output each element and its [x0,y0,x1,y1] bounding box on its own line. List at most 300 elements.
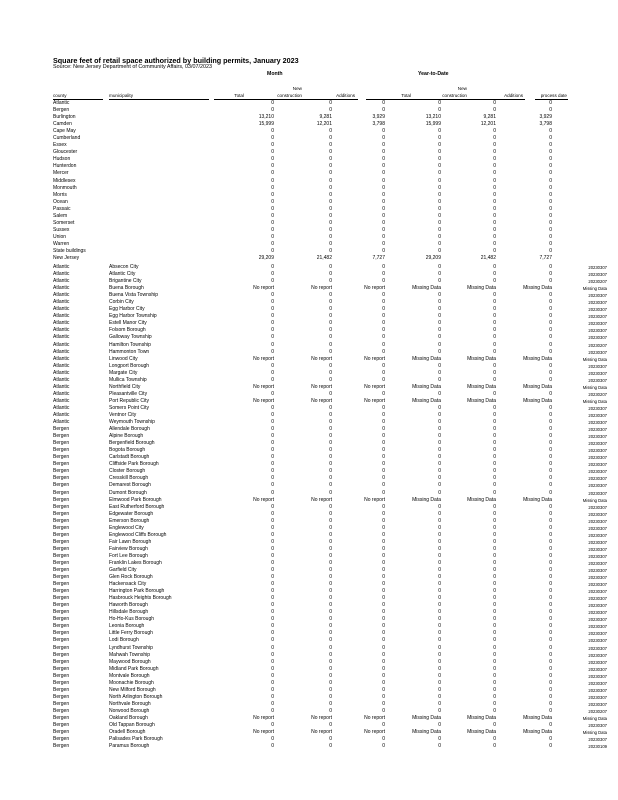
municipality-row [53,285,607,292]
county-cell: Atlantic [53,313,70,320]
ytd-total-cell: 0 [438,482,441,489]
month-new-construction-cell: 0 [329,644,332,651]
municipality-cell: Hammonton Town [109,348,150,355]
month-additions-cell: 0 [382,722,385,729]
municipality-cell: Hamilton Township [109,341,151,348]
ytd-total-cell: 0 [438,559,441,566]
ytd-new-construction-cell: 0 [493,128,496,135]
county-row [53,248,552,255]
process-date-cell: 20230307 [588,300,607,306]
municipality-row [53,482,607,489]
ytd-new-construction-cell: 0 [493,700,496,707]
county-cell: Bergen [53,440,70,447]
month-new-construction-cell: 0 [329,212,332,219]
ytd-new-construction-cell: 0 [493,170,496,177]
month-total-cell: 0 [271,205,274,212]
month-new-construction-cell: 0 [329,700,332,707]
ytd-additions-cell: 0 [549,665,552,672]
municipality-row [53,687,607,694]
month-total-cell: 0 [271,722,274,729]
month-additions-cell: 0 [382,595,385,602]
ytd-additions-cell: 0 [549,264,552,270]
ytd-additions-cell: 0 [549,334,552,341]
month-total-cell: 0 [271,264,274,270]
process-date-cell: 20230207 [588,314,607,320]
ytd-new-construction-cell: 0 [493,524,496,531]
ytd-new-construction-cell: 0 [493,531,496,538]
process-date-cell: 20230307 [588,511,607,517]
ytd-new-construction-cell: 0 [493,510,496,517]
ytd-new-construction-cell: 0 [493,545,496,552]
municipality-row [53,729,607,736]
month-total-cell: 0 [271,475,274,482]
month-new-construction-cell: 0 [329,334,332,341]
ytd-total-cell: 0 [438,616,441,623]
month-total-cell: 0 [271,531,274,538]
month-new-construction-cell: 0 [329,447,332,454]
col-header-month-total: Total [234,93,244,98]
month-new-construction-cell: 0 [329,722,332,729]
county-row [53,220,552,227]
ytd-additions-cell: 0 [549,658,552,665]
ytd-total-cell: 0 [438,686,441,693]
municipality-cell: Buena Vista Township [109,292,159,299]
month-total-cell: 0 [271,595,274,602]
ytd-additions-cell: 0 [549,559,552,566]
month-additions-cell: 0 [382,292,385,299]
col-header-ytd-new-bottom: construction [442,93,467,98]
municipality-cell: Garfield City [109,567,137,574]
ytd-total-cell: 0 [438,693,441,700]
month-new-construction-cell: 0 [329,672,332,679]
month-new-construction-cell: 0 [329,177,332,184]
month-additions-cell: 0 [382,461,385,468]
process-date-cell: Missing Data [582,356,607,362]
municipality-row [53,370,607,377]
month-additions-cell: No report [364,496,385,503]
ytd-additions-cell: 0 [549,306,552,313]
month-total-cell: 0 [271,278,274,285]
ytd-new-construction-cell: 0 [493,240,496,247]
month-additions-cell: 0 [382,205,385,212]
ytd-total-cell: 0 [438,510,441,517]
month-additions-cell: No report [364,285,385,292]
month-total-cell: 0 [271,177,274,184]
municipality-cell: Longport Borough [109,362,150,369]
county-row [53,255,552,262]
municipality-row [53,363,607,370]
month-additions-cell: 0 [382,736,385,743]
month-total-cell: 0 [271,637,274,644]
ytd-additions-cell: 0 [549,107,552,114]
municipality-cell: Dumont Borough [109,489,147,496]
month-new-construction-cell: 0 [329,320,332,327]
month-additions-cell: 0 [382,191,385,198]
county-cell: Salem [53,212,68,219]
municipality-row [53,560,607,567]
county-cell: Mercer [53,170,69,177]
month-new-construction-cell: 0 [329,693,332,700]
report-title: Square feet of retail space authorized by building permits, January 2023 [53,56,299,65]
municipality-row [53,588,607,595]
ytd-new-construction-cell: 0 [493,271,496,278]
ytd-new-construction-cell: Missing Data [467,729,496,736]
municipality-row [53,264,607,271]
month-additions-cell: 0 [382,320,385,327]
ytd-new-construction-cell: 0 [493,369,496,376]
month-additions-cell: 0 [382,581,385,588]
ytd-total-cell: 0 [438,313,441,320]
month-total-cell: 0 [271,679,274,686]
county-cell: Bergen [53,496,70,503]
month-total-cell: 0 [271,390,274,397]
month-total-cell: 0 [271,271,274,278]
county-cell: Bergen [53,715,70,721]
ytd-total-cell: 0 [438,524,441,531]
county-cell: Morris [53,191,67,198]
county-cell: Bergen [53,707,70,714]
month-new-construction-cell: 0 [329,219,332,226]
ytd-new-construction-cell: 0 [493,736,496,743]
process-date-cell: Missing Data [582,730,607,736]
month-additions-cell: 0 [382,177,385,184]
month-total-cell: No report [253,496,274,503]
county-cell: Monmouth [53,184,77,191]
ytd-additions-cell: 0 [549,552,552,559]
month-additions-cell: 0 [382,142,385,149]
month-new-construction-cell: 0 [329,482,332,489]
county-cell: Bergen [53,567,70,574]
process-date-cell: 20230307 [588,631,607,637]
month-additions-cell: 0 [382,630,385,637]
county-cell: Atlantic [53,271,70,278]
municipality-cell: Elmwood Park Borough [109,496,162,503]
month-total-cell: 0 [271,100,274,106]
ytd-new-construction-cell: Missing Data [467,285,496,292]
municipality-row [53,652,607,659]
county-cell: Atlantic [53,355,70,362]
month-new-construction-cell: 0 [329,247,332,254]
municipality-row [53,602,607,609]
ytd-total-cell: 0 [438,299,441,306]
ytd-total-cell: 0 [438,658,441,665]
ytd-total-cell: 0 [438,271,441,278]
county-cell: Sussex [53,226,70,233]
ytd-new-construction-cell: 0 [493,247,496,254]
process-date-cell: 20230307 [588,307,607,313]
county-cell: Bergen [53,743,70,750]
county-cell: Bergen [53,574,70,581]
ytd-additions-cell: 0 [549,482,552,489]
ytd-additions-cell: 0 [549,700,552,707]
municipality-row [53,539,607,546]
municipality-row [53,461,607,468]
month-total-cell: 0 [271,135,274,142]
month-total-cell: 15,999 [258,121,274,128]
month-total-cell: 0 [271,468,274,475]
month-total-cell: 0 [271,327,274,334]
ytd-new-construction-cell: 0 [493,581,496,588]
ytd-new-construction-cell: 0 [493,707,496,714]
ytd-additions-cell: 0 [549,233,552,240]
ytd-additions-cell: 0 [549,672,552,679]
ytd-additions-cell: 0 [549,440,552,447]
municipality-row [53,680,607,687]
ytd-additions-cell: 0 [549,177,552,184]
month-additions-cell: 0 [382,531,385,538]
process-date-cell: 20230307 [588,532,607,538]
ytd-additions-cell: 0 [549,327,552,334]
month-total-cell: 0 [271,616,274,623]
month-total-cell: 0 [271,440,274,447]
month-new-construction-cell: 0 [329,588,332,595]
month-new-construction-cell: 0 [329,658,332,665]
process-date-cell: 20230307 [588,666,607,672]
ytd-new-construction-cell: 0 [493,482,496,489]
process-date-cell: 20230307 [588,434,607,440]
municipality-cell: Brigantine City [109,278,142,285]
municipality-row [53,645,607,652]
municipality-cell: Egg Harbor City [109,306,145,313]
municipality-row [53,595,607,602]
process-date-cell: 20230307 [588,568,607,574]
county-cell: Bergen [53,538,70,545]
municipality-row [53,637,607,644]
source-line: Source: New Jersey Department of Community Affairs, 03/07/2023 [53,64,212,70]
municipality-cell: Midland Park Borough [109,665,159,672]
county-cell: Atlantic [53,376,70,383]
municipality-cell: Corbin City [109,299,134,306]
ytd-additions-cell: 0 [549,278,552,285]
ytd-additions-cell: 0 [549,212,552,219]
ytd-total-cell: 0 [438,567,441,574]
municipality-row [53,623,607,630]
ytd-additions-cell: 0 [549,404,552,411]
ytd-total-cell: 0 [438,177,441,184]
municipality-cell: East Rutherford Borough [109,503,165,510]
month-new-construction-cell: No report [311,729,332,736]
month-additions-cell: 0 [382,686,385,693]
month-total-cell: 0 [271,313,274,320]
ytd-new-construction-cell: 0 [493,722,496,729]
ytd-new-construction-cell: 0 [493,489,496,496]
process-date-cell: 20230307 [588,582,607,588]
month-total-cell: 0 [271,574,274,581]
month-total-cell: 0 [271,482,274,489]
ytd-new-construction-cell: 0 [493,212,496,219]
county-cell: Bergen [53,672,70,679]
month-additions-cell: 0 [382,163,385,170]
process-date-cell: 20230207 [588,279,607,285]
ytd-additions-cell: 0 [549,142,552,149]
month-new-construction-cell: 0 [329,163,332,170]
month-additions-cell: 0 [382,665,385,672]
ytd-new-construction-cell: 0 [493,191,496,198]
month-new-construction-cell: 0 [329,440,332,447]
municipality-cell: Pleasantville City [109,390,148,397]
ytd-additions-cell: 0 [549,651,552,658]
county-cell: Atlantic [53,390,70,397]
ytd-new-construction-cell: 12,201 [480,121,496,128]
ytd-new-construction-cell: 0 [493,313,496,320]
month-additions-cell: 0 [382,623,385,630]
month-additions-cell: 0 [382,559,385,566]
municipality-row [53,440,607,447]
ytd-new-construction-cell: 0 [493,651,496,658]
month-new-construction-cell: No report [311,397,332,404]
municipality-row [53,609,607,616]
month-additions-cell: 0 [382,327,385,334]
month-additions-cell: 0 [382,489,385,496]
ytd-additions-cell: 0 [549,545,552,552]
ytd-new-construction-cell: 0 [493,184,496,191]
municipality-row [53,306,607,313]
month-total-cell: No report [253,285,274,292]
county-cell: Atlantic [53,348,70,355]
month-total-cell: 0 [271,686,274,693]
county-cell: Hunterdon [53,163,77,170]
ytd-total-cell: 0 [438,341,441,348]
municipality-row [53,334,607,341]
county-cell: Atlantic [53,397,70,404]
month-additions-cell: 0 [382,644,385,651]
month-total-cell: 29,209 [258,255,274,262]
month-new-construction-cell: 0 [329,637,332,644]
month-total-cell: 0 [271,736,274,743]
municipality-cell: Alpine Borough [109,433,144,440]
county-cell: Atlantic [53,320,70,327]
process-date-cell: Missing Data [582,716,607,721]
ytd-total-cell: 0 [438,411,441,418]
ytd-total-cell: 0 [438,419,441,426]
ytd-new-construction-cell: 0 [493,538,496,545]
ytd-new-construction-cell: 0 [493,306,496,313]
month-additions-cell: No report [364,383,385,390]
month-new-construction-cell: 0 [329,198,332,205]
month-new-construction-cell: 0 [329,264,332,270]
municipality-row [53,405,607,412]
ytd-total-cell: 15,999 [425,121,441,128]
month-new-construction-cell: 9,281 [319,114,332,121]
month-total-cell: 0 [271,306,274,313]
municipality-row [53,722,607,729]
municipality-row [53,349,607,356]
month-total-cell: 0 [271,693,274,700]
ytd-total-cell: 0 [438,292,441,299]
month-new-construction-cell: 0 [329,743,332,750]
ytd-new-construction-cell: 0 [493,404,496,411]
county-row [53,213,552,220]
month-new-construction-cell: 0 [329,545,332,552]
county-cell: Bergen [53,644,70,651]
ytd-total-cell: 0 [438,219,441,226]
month-total-cell: 0 [271,559,274,566]
month-new-construction-cell: 0 [329,538,332,545]
ytd-new-construction-cell: 0 [493,433,496,440]
month-new-construction-cell: 0 [329,191,332,198]
month-additions-cell: 7,727 [372,255,385,262]
county-cell: Atlantic [53,334,70,341]
ytd-additions-cell: 0 [549,454,552,461]
ytd-total-cell: 0 [438,107,441,114]
month-additions-cell: 0 [382,567,385,574]
ytd-new-construction-cell: 0 [493,623,496,630]
month-group-header: Month [267,71,283,77]
month-additions-cell: 0 [382,390,385,397]
col-header-ytd-additions: Additions [504,93,523,98]
month-total-cell: 0 [271,170,274,177]
process-date-cell: 20230307 [588,349,607,355]
process-date-cell: 20230307 [588,610,607,616]
county-cell: Bergen [53,602,70,609]
ytd-total-cell: 0 [438,233,441,240]
county-row [53,192,552,199]
month-total-cell: 0 [271,609,274,616]
ytd-additions-cell: 0 [549,362,552,369]
county-row [53,170,552,177]
ytd-total-cell: 0 [438,595,441,602]
county-cell: Bergen [53,552,70,559]
month-new-construction-cell: 0 [329,609,332,616]
ytd-new-construction-cell: 0 [493,686,496,693]
ytd-additions-cell: 0 [549,616,552,623]
municipality-cell: Northvale Borough [109,700,151,707]
month-additions-cell: 0 [382,517,385,524]
ytd-total-cell: 0 [438,538,441,545]
process-date-cell: 20230307 [588,525,607,531]
county-row [53,100,552,107]
month-additions-cell: 0 [382,156,385,163]
municipality-cell: Hasbrouck Heights Borough [109,595,172,602]
municipality-cell: Ventnor City [109,411,137,418]
ytd-additions-cell: Missing Data [523,285,552,292]
municipality-row [53,398,607,405]
ytd-additions-cell: 0 [549,128,552,135]
ytd-new-construction-cell: 0 [493,219,496,226]
month-new-construction-cell: 0 [329,468,332,475]
ytd-new-construction-cell: 0 [493,278,496,285]
month-total-cell: No report [253,383,274,390]
month-total-cell: 0 [271,524,274,531]
ytd-new-construction-cell: 0 [493,135,496,142]
municipality-cell: Edgewater Borough [109,510,154,517]
ytd-total-cell: 0 [438,306,441,313]
ytd-new-construction-cell: 0 [493,226,496,233]
ytd-additions-cell: 0 [549,419,552,426]
ytd-total-cell: 0 [438,320,441,327]
municipality-cell: Haworth Borough [109,602,148,609]
month-new-construction-cell: 0 [329,567,332,574]
ytd-new-construction-cell: 0 [493,334,496,341]
process-date-cell: 20230307 [588,455,607,461]
month-new-construction-cell: 0 [329,510,332,517]
process-date-cell: 20230307 [588,546,607,552]
month-total-cell: 0 [271,376,274,383]
county-cell: Gloucester [53,149,78,156]
month-additions-cell: 0 [382,609,385,616]
municipality-row [53,567,607,574]
ytd-new-construction-cell: 0 [493,517,496,524]
municipality-row [53,278,607,285]
ytd-new-construction-cell: 0 [493,156,496,163]
process-date-cell: 20230307 [588,363,607,369]
ytd-total-cell: 0 [438,630,441,637]
process-date-cell: 20230207 [588,391,607,397]
month-new-construction-cell: 0 [329,616,332,623]
ytd-additions-cell: 0 [549,226,552,233]
ytd-additions-cell: 0 [549,524,552,531]
process-date-cell: 20230207 [588,708,607,714]
